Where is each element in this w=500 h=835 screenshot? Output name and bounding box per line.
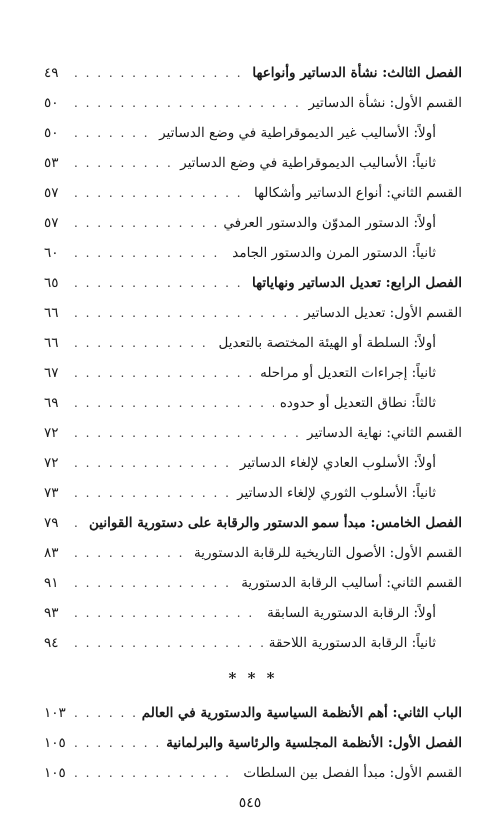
toc-entry-page: ٥٧	[44, 185, 59, 201]
toc-entry-title: أولاً: الأسلوب العادي لإلغاء الدساتير	[239, 455, 436, 471]
toc-entry-page: ٥٠	[44, 125, 59, 141]
dot-leader	[74, 636, 263, 650]
toc-entry	[44, 698, 462, 728]
toc-entry	[44, 758, 462, 788]
toc-entry-title: القسم الثاني: أساليب الرقابة الدستورية	[241, 575, 462, 591]
toc-entry-title: الفصل الخامس: مبدأ سمو الدستور والرقابة على دستورية القوانين	[89, 515, 462, 531]
dot-leader	[74, 426, 301, 440]
toc-entry	[44, 298, 462, 328]
toc-entry-title: ثانياً: الرقابة الدستورية اللاحقة	[268, 635, 436, 651]
toc-entry-page: ٦٧	[44, 365, 59, 381]
toc-entry	[44, 58, 462, 88]
toc-entry-title: الفصل الثالث: نشأة الدساتير وأنواعها	[252, 65, 462, 81]
toc-entry-title: أولاً: الرقابة الدستورية السابقة	[267, 605, 436, 621]
table-of-contents	[44, 58, 462, 788]
toc-section-next-part	[44, 698, 462, 788]
toc-entry	[44, 148, 462, 178]
toc-entry-page: ٥٠	[44, 95, 59, 111]
toc-entry-title: ثانياً: الأساليب الديموقراطية في وضع الدساتير	[180, 155, 436, 171]
toc-entry-title: القسم الأول: نشأة الدساتير	[308, 95, 462, 111]
dot-leader	[74, 276, 246, 290]
toc-entry	[44, 358, 462, 388]
dot-leader	[74, 456, 234, 470]
dot-leader	[74, 66, 246, 80]
toc-entry-title: القسم الثاني: نهاية الدساتير	[307, 425, 462, 441]
toc-entry-page: ٩٣	[44, 605, 59, 621]
toc-entry-title: الفصل الرابع: تعديل الدساتير ونهاياتها	[252, 275, 462, 291]
dot-leader	[74, 516, 83, 530]
dot-leader	[74, 576, 235, 590]
page-number: ٥٤٥	[238, 795, 262, 811]
toc-entry-title: ثالثاً: نطاق التعديل أو حدوده	[279, 395, 436, 411]
dot-leader	[74, 186, 248, 200]
toc-entry	[44, 418, 462, 448]
toc-entry	[44, 328, 462, 358]
dot-leader	[74, 366, 254, 380]
dot-leader	[74, 736, 160, 750]
toc-entry	[44, 268, 462, 298]
toc-entry-page: ٥٣	[44, 155, 59, 171]
toc-entry	[44, 388, 462, 418]
toc-entry-page: ٦٩	[44, 395, 59, 411]
toc-entry	[44, 508, 462, 538]
toc-entry-page: ٤٩	[44, 65, 59, 81]
toc-entry	[44, 478, 462, 508]
dot-leader	[74, 606, 261, 620]
toc-entry-title: ثانياً: الدستور المرن والدستور الجامد	[232, 245, 436, 261]
toc-entry-title: الفصل الأول: الأنظمة المجلسية والرئاسية والبرلمانية	[166, 735, 462, 751]
toc-entry-title: أولاً: السلطة أو الهيئة المختصة بالتعديل	[218, 335, 436, 351]
toc-entry	[44, 448, 462, 478]
dot-leader	[74, 96, 302, 110]
dot-leader	[74, 766, 237, 780]
toc-entry-title: القسم الأول: مبدأ الفصل بين السلطات	[243, 765, 462, 781]
dot-leader	[74, 396, 274, 410]
toc-entry	[44, 568, 462, 598]
toc-entry-page: ٦٥	[44, 275, 59, 291]
dot-leader	[74, 126, 153, 140]
toc-entry-page: ٥٧	[44, 215, 59, 231]
toc-entry-page: ٧٢	[44, 425, 59, 441]
toc-entry-page: ٦٠	[44, 245, 59, 261]
toc-entry-title: القسم الأول: تعديل الدساتير	[304, 305, 462, 321]
toc-entry	[44, 628, 462, 658]
toc-entry-title: القسم الأول: الأصول التاريخية للرقابة الدستورية	[194, 545, 462, 561]
section-separator: * * *	[228, 669, 278, 687]
dot-leader	[74, 156, 174, 170]
dot-leader	[74, 336, 213, 350]
toc-entry	[44, 238, 462, 268]
toc-entry-page: ٧٣	[44, 485, 59, 501]
dot-leader	[74, 306, 298, 320]
toc-entry-page: ٦٦	[44, 305, 59, 321]
toc-entry-title: أولاً: الدستور المدوّن والدستور العرفي	[223, 215, 436, 231]
toc-entry-page: ١٠٥	[44, 735, 66, 751]
toc-entry-title: أولاً: الأساليب غير الديموقراطية في وضع الدساتير	[159, 125, 436, 141]
toc-entry-page: ٨٣	[44, 545, 59, 561]
toc-entry-page: ٩١	[44, 575, 59, 591]
toc-entry-page: ٧٢	[44, 455, 59, 471]
toc-entry	[44, 208, 462, 238]
toc-entry-page: ٦٦	[44, 335, 59, 351]
dot-leader	[74, 246, 226, 260]
toc-entry	[44, 598, 462, 628]
toc-entry-page: ١٠٥	[44, 765, 66, 781]
toc-entry-page: ٧٩	[44, 515, 59, 531]
toc-entry-title: ثانياً: إجراءات التعديل أو مراحله	[260, 365, 436, 381]
dot-leader	[74, 216, 217, 230]
toc-entry-page: ٩٤	[44, 635, 59, 651]
toc-section-main	[44, 58, 462, 658]
dot-leader	[74, 706, 136, 720]
toc-entry-page: ١٠٣	[44, 705, 66, 721]
toc-entry-title: ثانياً: الأسلوب الثوري لإلغاء الدساتير	[237, 485, 436, 501]
toc-entry	[44, 118, 462, 148]
toc-entry	[44, 178, 462, 208]
dot-leader	[74, 486, 231, 500]
toc-entry-title: الباب الثاني: أهم الأنظمة السياسية والدستورية في العالم	[141, 705, 462, 721]
toc-entry	[44, 538, 462, 568]
toc-entry-title: القسم الثاني: أنواع الدساتير وأشكالها	[253, 185, 462, 201]
toc-entry	[44, 88, 462, 118]
dot-leader	[74, 546, 188, 560]
toc-entry	[44, 728, 462, 758]
